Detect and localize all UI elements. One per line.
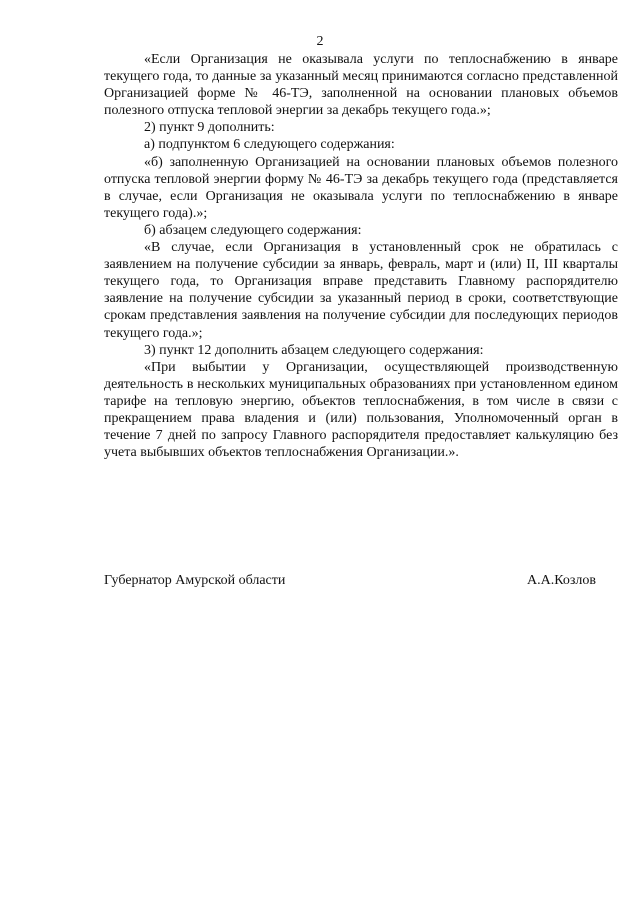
paragraph-item-9: 2) пункт 9 дополнить: [144, 120, 275, 136]
paragraph-quote-disposal: «При выбытии у Организации, осуществляющей производственную деятельность в нескольких муниципальных образованиях при установленном едином тарифе на тепловую энергию, объектов теплоснабжения, в том числе в связи с прекращением права владения и (или) пользования, Уполномоченный орган в течение 7 дней по запросу Главного распорядителя предоставляет калькуляцию без учета выбывших объектов теплоснабжения Организации.». [104, 359, 618, 461]
signatory-name: А.А.Козлов [527, 573, 596, 588]
paragraph-quote-january: «Если Организация не оказывала услуги по теплоснабжению в январе текущего года, то данные за указанный месяц принимаются согласно представленной Организацией форме № 46-ТЭ, заполненной на основании плановых объемов полезного отпуска тепловой энергии за декабрь текущего года.»; [104, 52, 618, 119]
page-number: 2 [316, 34, 324, 49]
paragraph-quote-deadline: «В случае, если Организация в установленный срок не обратилась с заявлением на получение субсидии за январь, февраль, март и (или) II, III кварталы текущего года, то Организация вправе представить Главному распорядителю заявление на получение субсидии за указанный период в сроки, соответствующие срокам представления заявления на получение субсидии для последующих периодов текущего года.»; [104, 240, 618, 341]
paragraph-subitem-b: б) абзацем следующего содержания: [144, 222, 362, 238]
signature-block [104, 572, 596, 589]
paragraph-item-12: 3) пункт 12 дополнить абзацем следующего содержания: [144, 342, 484, 358]
paragraph-subitem-a: а) подпунктом 6 следующего содержания: [144, 137, 395, 153]
paragraph-quote-subitem-6: «б) заполненную Организацией на основании плановых объемов полезного отпуска тепловой энергии форму № 46-ТЭ за декабрь текущего года (представляется в случае, если Организация не оказывала услуги по теплоснабжению в январе текущего года).»; [104, 154, 618, 221]
document-body [104, 51, 618, 461]
signatory-title: Губернатор Амурской области [104, 573, 286, 588]
